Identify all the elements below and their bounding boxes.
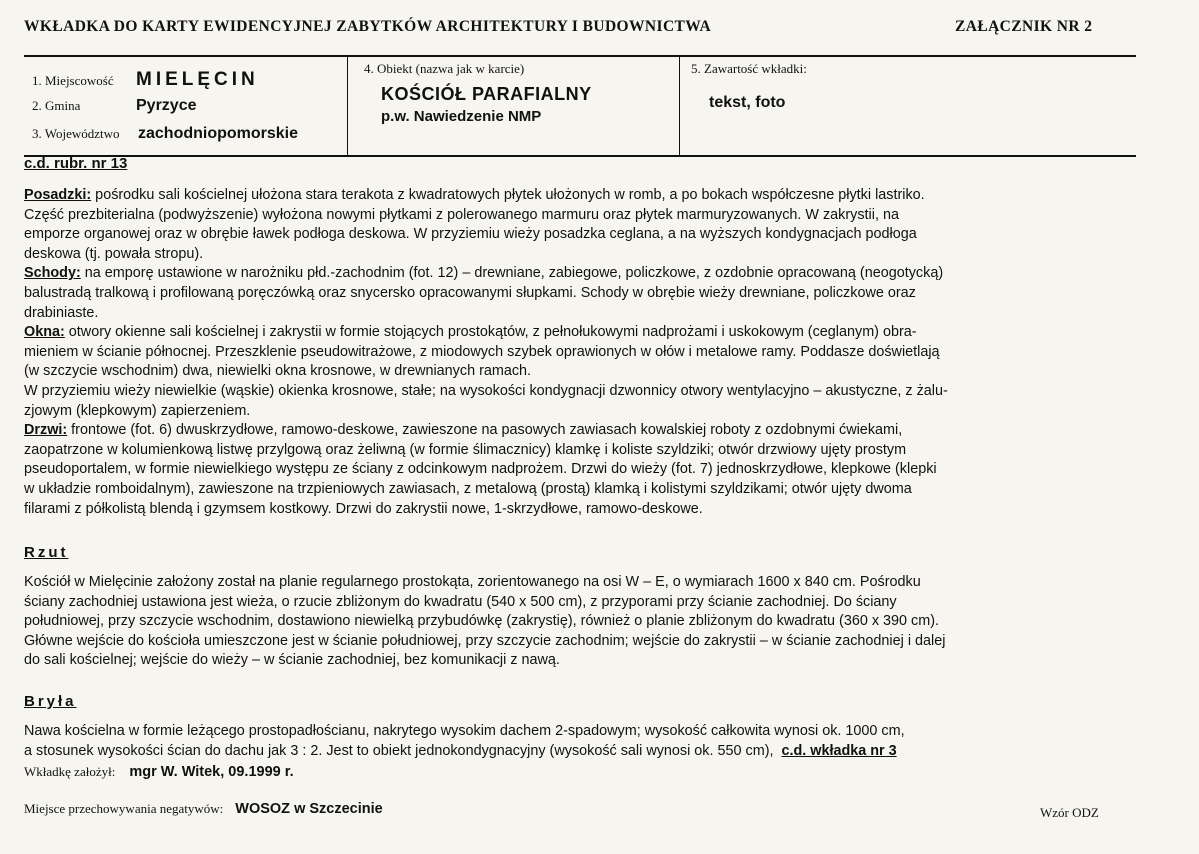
author-row bbox=[24, 764, 294, 780]
text-line: (w szczycie wschodnim) dwa, niewielki okna krosnowe, w drewnianych ramach. bbox=[24, 363, 532, 380]
main-text bbox=[24, 186, 1144, 519]
field-locality-label: 1. Miejscowość bbox=[32, 73, 114, 88]
storage-row bbox=[24, 801, 383, 817]
field-locality bbox=[32, 69, 259, 91]
field-voivodeship-label: 3. Województwo bbox=[32, 126, 120, 141]
text-line: deskowa (tj. powała stropu). bbox=[24, 245, 204, 262]
section-doors bbox=[24, 421, 1144, 519]
document-title: WKŁADKA DO KARTY EWIDENCYJNEJ ZABYTKÓW ARCHITEKTURY I BUDOWNICTWA bbox=[24, 18, 712, 35]
field-object-dedication: p.w. Nawiedzenie NMP bbox=[381, 108, 542, 125]
storage-value: WOSOZ w Szczecinie bbox=[235, 801, 383, 817]
text-line: drabiniaste. bbox=[24, 304, 99, 321]
text-line: pośrodku sali kościelnej ułożona stara terakota z kwadratowych płytek ułożonych w romb, a po bokach współczesne płytki lastriko. bbox=[91, 187, 925, 203]
field-object-label: 4. Obiekt (nazwa jak w karcie) bbox=[364, 61, 525, 76]
text-line: W przyziemiu wieży niewielkie (wąskie) okienka krosnowe, stałe; na wysokości kondygnacji dzwonnicy otwory wentylacyjno – akustyczne, z żalu- bbox=[24, 382, 948, 399]
author-value: mgr W. Witek, 09.1999 r. bbox=[129, 764, 294, 780]
text-line: ściany zachodniej ustawiona jest wieża, o rzucie zbliżonym do kwadratu (540 x 500 cm), z przyporami przy ścianie zachodniej. Do ściany bbox=[24, 593, 897, 610]
doors-heading: Drzwi: bbox=[24, 422, 68, 439]
text-line: frontowe (fot. 6) dwuskrzydłowe, ramowo-deskowe, zawieszone na pasowych zawiasach kowalskiej roboty z ozdobnymi ćwiekami, bbox=[67, 422, 903, 439]
text-line: zaopatrzone w kolumienkową listwę przylgową oraz żeliwną (w formie ślimacznicy) klamkę i koliste szyldziki; otwór drzwiowy ujęty prostym bbox=[24, 441, 907, 458]
field-locality-value: MIELĘCIN bbox=[136, 69, 259, 90]
section-stairs bbox=[24, 264, 1144, 323]
field-commune-label: 2. Gmina bbox=[32, 98, 81, 113]
field-voivodeship-value: zachodniopomorskie bbox=[138, 125, 299, 142]
field-commune bbox=[32, 97, 197, 115]
text-line: mieniem w ścianie północnej. Przeszklenie pseudowitrażowe, z miodowych szybek oprawionych w ołów i metalowe ramy. Poddasze doświetlają bbox=[24, 343, 940, 360]
stairs-heading: Schody: bbox=[24, 265, 81, 282]
field-content-label: 5. Zawartość wkładki: bbox=[691, 61, 807, 76]
text-line: w układzie romboidalnym), zawieszone na trzpieniowych zawiasach, z metalową (prostą) klamką i kolistymi szyldzikami; otwór ujęty dwoma bbox=[24, 480, 912, 497]
text-line: a stosunek wysokości ścian do dachu jak 3 : 2. Jest to obiekt jednokondygnacyjny (wysokość sali wynosi ok. 550 cm), bbox=[24, 742, 774, 759]
text-line: pseudoportalem, w formie niewielkiego występu ze ściany z odcinkowym nadprożem. Drzwi do wieży (fot. 7) jednoskrzydłowe, klepkowe (klepki bbox=[24, 461, 937, 478]
text-line: filarami z półkolistą blendą i gzymsem kostkowy. Drzwi do zakrystii nowe, 1-skrzydłowe, ramowo-deskowe. bbox=[24, 500, 703, 517]
template-code: Wzór ODZ bbox=[1040, 805, 1099, 820]
author-label: Wkładkę założył: bbox=[24, 764, 116, 779]
plan-heading: Rzut bbox=[24, 544, 69, 561]
text-line: południowej, przy szczycie wschodnim, dostawiono niewielką przybudówkę (zakrystię), również o planie zbliżonym do kwadratu (360 x 390 cm). bbox=[24, 613, 940, 630]
storage-label: Miejsce przechowywania negatywów: bbox=[24, 801, 224, 816]
text-line: do sali kościelnej; wejście do wieży – w ścianie zachodniej, bez komunikacji z nawą. bbox=[24, 652, 560, 669]
text-line: Część prezbiterialna (podwyższenie) wyłożona nowymi płytkami z polerowanego marmuru oraz płytek marmuryzowanych. W zakrystii, na bbox=[24, 206, 899, 223]
text-line: Nawa kościelna w formie leżącego prostopadłościanu, nakrytego wysokim dachem 2-spadowym; wysokość całkowita wynosi ok. 1000 cm, bbox=[24, 723, 905, 739]
field-commune-value: Pyrzyce bbox=[136, 97, 197, 114]
continuation-heading: c.d. rubr. nr 13 bbox=[24, 155, 128, 172]
text-line: otwory okienne sali kościelnej i zakrystii w formie stojących prostokątów, z pełnołukowymi nadprożami i uskokowym (ceglanym) obra- bbox=[64, 324, 917, 341]
text-line: na emporę ustawione w narożniku płd.-zachodnim (fot. 12) – drewniane, zabiegowe, policzkowe, z ozdobnie opracowaną (neogotycką) bbox=[80, 265, 944, 282]
field-object-value: KOŚCIÓŁ PARAFIALNY bbox=[381, 84, 592, 104]
floors-heading: Posadzki: bbox=[24, 187, 92, 203]
box-divider bbox=[347, 57, 348, 155]
text-line: zjowym (klepkowym) zapierzeniem. bbox=[24, 402, 251, 419]
mass-heading: Bryła bbox=[24, 693, 77, 710]
next-insert-link: c.d. wkładka nr 3 bbox=[781, 742, 897, 759]
text-line: emporze organowej oraz w obrębie ławek podłoga deskowa. W przyziemiu wieży posadzka ceglana, a na wyższych kondygnacjach podłoga bbox=[24, 226, 917, 243]
annex-number: ZAŁĄCZNIK NR 2 bbox=[955, 18, 1093, 35]
text-line: balustradą tralkową i profilowaną poręczówką oraz snycersko opracowanymi słupkami. Schody w obrębie wieży drewniane, policzkowe oraz bbox=[24, 284, 916, 301]
field-voivodeship bbox=[32, 125, 298, 143]
text-line: Kościół w Mielęcinie założony został na planie regularnego prostokąta, zorientowanego na osi W – E, o wymiarach 1600 x 840 cm. Pośrodku bbox=[24, 574, 921, 590]
identification-box bbox=[24, 55, 1136, 157]
box-divider bbox=[679, 57, 680, 155]
windows-heading: Okna: bbox=[24, 324, 65, 341]
section-plan bbox=[24, 573, 1144, 671]
field-content-value: tekst, foto bbox=[709, 94, 786, 111]
section-mass bbox=[24, 722, 1144, 761]
text-line: Główne wejście do kościoła umieszczone jest w ścianie południowej, przy szczycie zachodnim; wejście do zakrystii – w ścianie zachodniej i dalej bbox=[24, 632, 946, 649]
section-windows bbox=[24, 323, 1144, 421]
section-floors bbox=[24, 186, 1144, 264]
